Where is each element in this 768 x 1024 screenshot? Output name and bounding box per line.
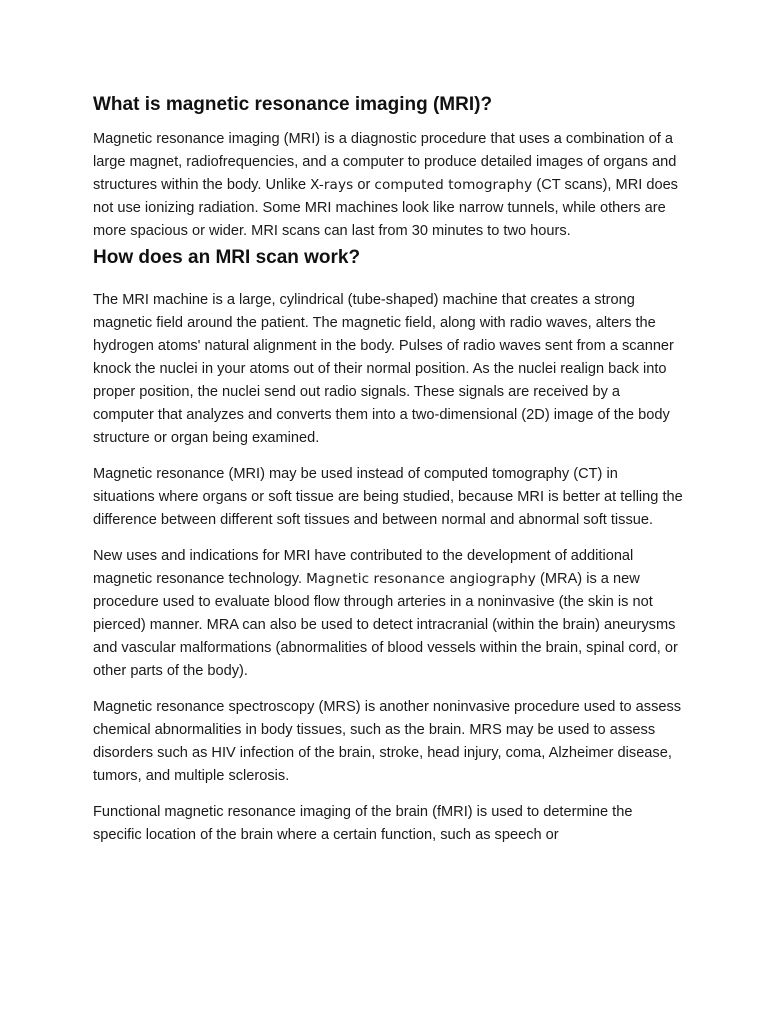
- heading-what-is-mri: What is magnetic resonance imaging (MRI)?: [93, 94, 493, 115]
- heading-how-mri-works: How does an MRI scan work?: [93, 247, 361, 268]
- paragraph-mra: [93, 545, 683, 683]
- mra-link[interactable]: Magnetic resonance angiography: [306, 571, 536, 587]
- paragraph-mrs: Magnetic resonance spectroscopy (MRS) is another noninvasive procedure used to assess chemical abnormalities in body tissues, such as the brain. MRS may be used to assess disorders such as HIV infection of the brain, stroke, head injury, coma, Alzheimer disease, tumors, and multiple sclerosis.: [93, 699, 682, 784]
- document-page: [93, 92, 683, 860]
- p1-text-c: (CT scans), MRI does not use ionizing radiation. Some MRI machines look like narrow tunnels, while others are more spacious or wider. MRI scans can last from 30 minutes to two hours.: [93, 177, 678, 239]
- x-rays-link[interactable]: X-rays: [310, 177, 354, 193]
- p1-text-a: Magnetic resonance imaging (MRI) is a diagnostic procedure that uses a combination of a large magnet, radiofrequencies, and a computer to produce detailed images of organs and structures within the body. Unlike: [93, 131, 677, 193]
- paragraph-fmri: Functional magnetic resonance imaging of the brain (fMRI) is used to determine the specific location of the brain where a certain function, such as speech or: [93, 804, 633, 843]
- paragraph-mri-machine: The MRI machine is a large, cylindrical (tube-shaped) machine that creates a strong magnetic field around the patient. The magnetic field, along with radio waves, alters the hydrogen atoms' natural alignment in the body. Pulses of radio waves sent from a scanner knock the nuclei in your atoms out of their normal position. As the nuclei realign back into proper position, the nuclei send out radio signals. These signals are received by a computer that analyzes and converts them into a two-dimensional (2D) image of the body structure or organ being examined.: [93, 292, 674, 446]
- p4-text-a: New uses and indications for MRI have contributed to the development of additional magnetic resonance technology.: [93, 548, 634, 587]
- paragraph-mri-definition: [93, 128, 683, 243]
- p1-text-b: or: [353, 177, 375, 193]
- p4-text-b: (MRA) is a new procedure used to evaluate blood flow through arteries in a noninvasive (the skin is not pierced) manner. MRA can also be used to detect intracranial (within the brain) aneurysms and vascular malformations (abnormalities of blood vessels within the brain, spinal cord, or other parts of the body).: [93, 571, 678, 679]
- paragraph-mri-vs-ct: Magnetic resonance (MRI) may be used instead of computed tomography (CT) in situations where organs or soft tissue are being studied, because MRI is better at telling the difference between different soft tissues and between normal and abnormal soft tissue.: [93, 466, 683, 528]
- computed-tomography-link[interactable]: computed tomography: [374, 177, 533, 193]
